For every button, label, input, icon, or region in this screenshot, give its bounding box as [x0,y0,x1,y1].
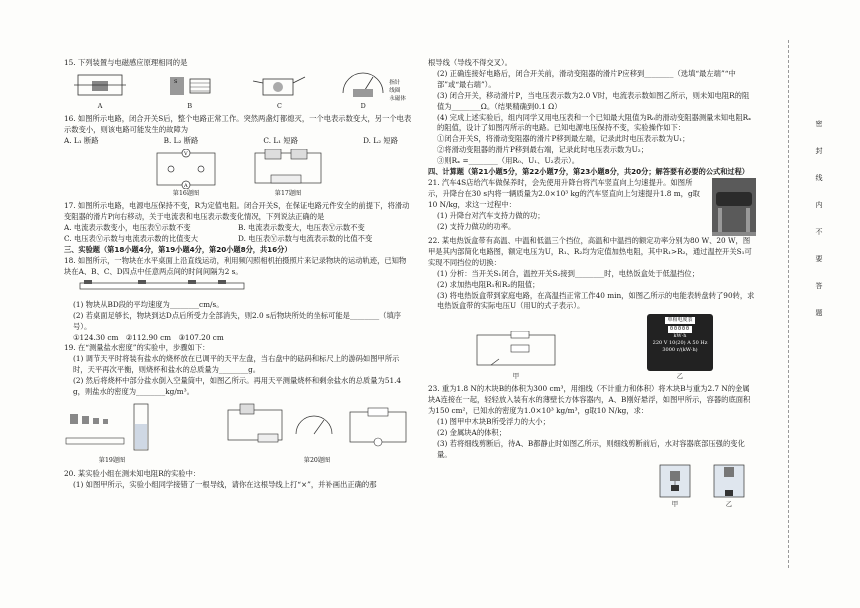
q17-figure [251,149,325,200]
q16-options [64,136,412,147]
q22-part2: (2) 求加热电阻R₁和R₂的阻值； [437,279,540,289]
q19-caption: 第19题图 [98,456,126,464]
q18-part2: (2) 若桌面足够长，物块到达D点后所受力全部消失，则2.0 s后物块所处的坐标可能是________（填序号）。 [73,310,402,331]
seal-char: 要 [815,255,823,263]
coil-magnet-diagram [160,71,220,101]
meter-title: 单相电度表 [667,317,693,324]
meter-label-pointer: 指针 [389,80,401,87]
meter-label-magnet: 永磁体 [389,96,406,103]
meter-diagram [339,71,387,101]
q23-figure-b [712,463,746,510]
q19-q20-figures [64,400,412,467]
q20-caption: 第20题图 [303,456,331,464]
experiment-circuits [222,400,412,456]
q16-option-c: C. L₁ 短路 [263,135,299,145]
q23-figure-a [658,463,692,510]
svg-text:S: S [173,78,178,85]
seal-line-margin [778,0,860,608]
q17-caption: 第17题图 [274,189,302,197]
q20-cont: 根导线（导线不得交叉）。 [428,58,512,67]
q19-figure [64,400,160,467]
magnet-rail-diagram [70,71,130,101]
container-a [658,463,692,499]
meter-revolutions: 3000 r/(kW·h) [662,347,698,354]
q18-part2-options: ①124.30 cm ②112.90 cm ③107.20 cm [73,332,224,342]
q17-options-row1 [64,223,412,234]
q18-ruler [78,279,412,299]
seal-char: 线 [815,174,823,182]
car-lift-photo [712,178,756,236]
svg-text:V: V [184,150,188,157]
q15-figure-b [160,71,220,112]
q18-text: 18. 如图所示，一物块在水平桌面上沿直线运动，利用频闪照相机拍摄照片来记录物块的运动轨迹，已知物块在A、B、C、D四点中任意两点间的时间间隔为2 s。 [64,255,407,276]
q15-label-a: A [97,101,103,110]
q20-step1: ①闭合开关S，将滑动变阻器的滑片P移到最左端，记录此时电压表示数为U₁； [437,134,690,144]
q15-label-c: C [277,101,282,110]
q23-figures [428,463,756,510]
q23-label-b: 乙 [725,499,733,508]
q21-block [428,178,756,236]
q22-text: 22. 某电热饭盒带有高温、中温和低温三个挡位，高温和中温挡的额定功率分别为80 W、20 W，图甲是其内部简化电路图，额定电压为U，R₁、R₂均为定值加热电阻，其中R₁>R₂，通过温控开关S₁可实现不同挡位的切换： [428,235,752,267]
q21-part2: (2) 支持力做功的功率。 [437,221,516,231]
meter-digits: 00000 [669,326,691,333]
q23-part1: (1) 图甲中木块B所受浮力的大小； [437,416,550,426]
meter-unit: kW·h [673,333,687,340]
q17-text: 17. 如图所示电路，电源电压保持不变，R为定值电阻。闭合开关S，在保证电路元件安全的前提下，将滑动变阻器的滑片P向右移动，关于电流表和电压表示数变化情况，下列说法正确的是 [64,201,410,222]
seal-char: 内 [815,201,823,209]
seal-dashed-line [788,40,789,568]
weights-and-cylinder [64,400,160,456]
left-column [64,58,412,491]
svg-text:A: A [184,182,188,189]
q17-option-d: D. 电压表Ⓥ示数与电流表示数的比值不变 [238,234,373,244]
q15-figures [64,71,412,112]
q22-figures [428,314,756,382]
section-3-heading: 三、实验题（第18小题4分，第19小题4分，第20小题8分，共16分） [64,245,292,255]
circuit-diagram-17 [251,149,325,189]
q15-label-b: B [187,101,193,110]
q23-part3: (3) 若将细线剪断后，待A、B都静止时如图乙所示，则细线剪断前后，水对容器底部压强的变化量。 [437,438,745,459]
q17-options-row2 [64,234,412,245]
q19-part2: (2) 然后将烧杯中部分盐水倒入空量筒中，如图乙所示。再用天平测量烧杯和剩余盐水的总质量为51.4 g，则盐水的密度为________kg/m³。 [73,376,402,397]
q20-figure [222,400,412,467]
ruler-diagram [78,279,248,299]
q20-text: 20. 某实验小组在测未知电阻R的实验中： [64,468,201,478]
q23-text: 23. 重为1.8 N的木块B的体积为300 cm³，用细线（不计重力和体积）将木块B与重为2.7 N的金属块A连接在一起，轻轻放入装有水的薄壁长方体容器内，A、B刚好悬浮，如图甲所示，容器的底面积为150 cm²，已知水的密度为1.0×10³ kg/m³，g取10 N/kg，求： [428,384,751,416]
q15-figure-c [249,71,309,112]
q17-option-c: C. 电压表Ⓥ示数与电流表示数的比值变大 [64,234,199,244]
container-b [712,463,746,499]
seal-char: 封 [815,147,823,155]
q20-part4: (4) 完成上述实验后，组内同学又用电压表和一个已知最大阻值为R₀的滑动变阻器测量未知电阻Rₓ的阻值，设计了如图丙所示的电路。已知电源电压保持不变，实验操作如下： [437,112,752,133]
q16-text: 16. 如图所示电路，闭合开关S后，整个电路正常工作。突然两盏灯都熄灭，一个电表示数变大，另一个电表示数变小，则该电路可能发生的故障为 [64,113,412,134]
section-4-heading: 四、计算题（第21小题5分，第22小题7分，第23小题8分，共20分；解答要有必要的公式和过程） [428,167,749,177]
q20-step3: ③则Rₓ =________（用R₀、U₁、U₂表示）。 [437,156,580,166]
q22-part3: (3) 将电热饭盒带到家庭电路，在高温挡正常工作40 min，如图乙所示的电能表转盘转了90转，求电热饭盒带的实际电压U（用U的式子表示）。 [437,290,755,311]
circuit-diagram-16 [151,149,221,189]
q16-option-d: D. L₂ 短路 [363,135,398,145]
q22-figure-b [647,314,713,382]
seal-char: 题 [815,309,823,317]
q23-label-a: 甲 [671,499,679,508]
q15-figure-d [339,71,406,112]
q20-part2: (2) 正确连接好电路后，闭合开关前，滑动变阻器的滑片P应移到________（选填“最左端”“中部”或“最右端”）。 [437,68,736,89]
meter-spec: 220 V 10(20) A 50 Hz [652,340,708,347]
q23-part2: (2) 金属块A的体积； [437,427,507,437]
q20-step2: ②将滑动变阻器的滑片P移到最右端，记录此时电压表示数为U₂； [437,145,648,155]
q17-option-b: B. 电流表示数变大，电压表Ⓥ示数不变 [238,223,365,233]
q16-figure [151,149,221,200]
q23-block [428,417,756,461]
q19-text: 19. 在“测量盐水密度”的实验中，步骤如下： [64,343,210,353]
seal-char: 答 [815,282,823,290]
seal-char: 密 [815,120,823,128]
q21-text: 21. 汽车4S店给汽车做保养时，会先使用升降台将汽车竖直向上匀速提升。如图所示，升降台在30 s内将一辆质量为2.0×10³ kg的汽车竖直向上匀速提升1.8 m，g取10 N/kg，求这一过程中： [428,177,700,209]
seal-char: 不 [815,228,823,236]
q21-part1: (1) 升降台对汽车支持力做的功； [437,210,545,220]
q16-option-b: B. L₂ 断路 [163,135,199,145]
q19-part1: (1) 调节天平时将装有盐水的烧杯放在已调平的天平左盘，当右盘中的砝码和标尺上的游码如图甲所示时，天平再次平衡，则烧杯和盐水的总质量为________g。 [73,354,400,375]
q22-label-a: 甲 [512,372,520,381]
q15-label-d: D [360,101,366,110]
q15-text: 15. 下列装置与电磁感应原理相同的是 [64,58,188,67]
q20-part1: (1) 如图甲所示，实验小组同学接错了一根导线，请你在这根导线上打“×”，并补画出正确的那 [73,479,377,489]
q17-option-a: A. 电流表示数变小，电压表Ⓥ示数不变 [64,223,191,233]
q16-caption: 第16题图 [172,189,200,197]
meter-label-coil: 线圈 [389,88,401,95]
q16-q17-figures [64,149,412,200]
q22-label-b: 乙 [676,372,684,381]
right-column [428,58,756,511]
heater-circuit [471,331,561,371]
q20-part3: (3) 闭合开关，移动滑片P，当电压表示数为2.0 V时，电流表示数如图乙所示，则未知电阻R的阻值为________Ω。（结果精确到0.1 Ω） [437,90,750,111]
energy-meter [647,314,713,371]
q22-part1: (1) 分析：当开关S₁闭合，温控开关S₂接到________时，电热饭盒处于低温挡位； [437,268,700,278]
q22-figure-a [471,331,561,382]
q15-figure-a [70,71,130,112]
seal-notice [814,120,824,336]
q18-part1: (1) 物块从BD段的平均速度为________cm/s。 [73,299,224,309]
q16-option-a: A. L₁ 断路 [64,135,99,145]
motor-diagram [249,71,309,101]
